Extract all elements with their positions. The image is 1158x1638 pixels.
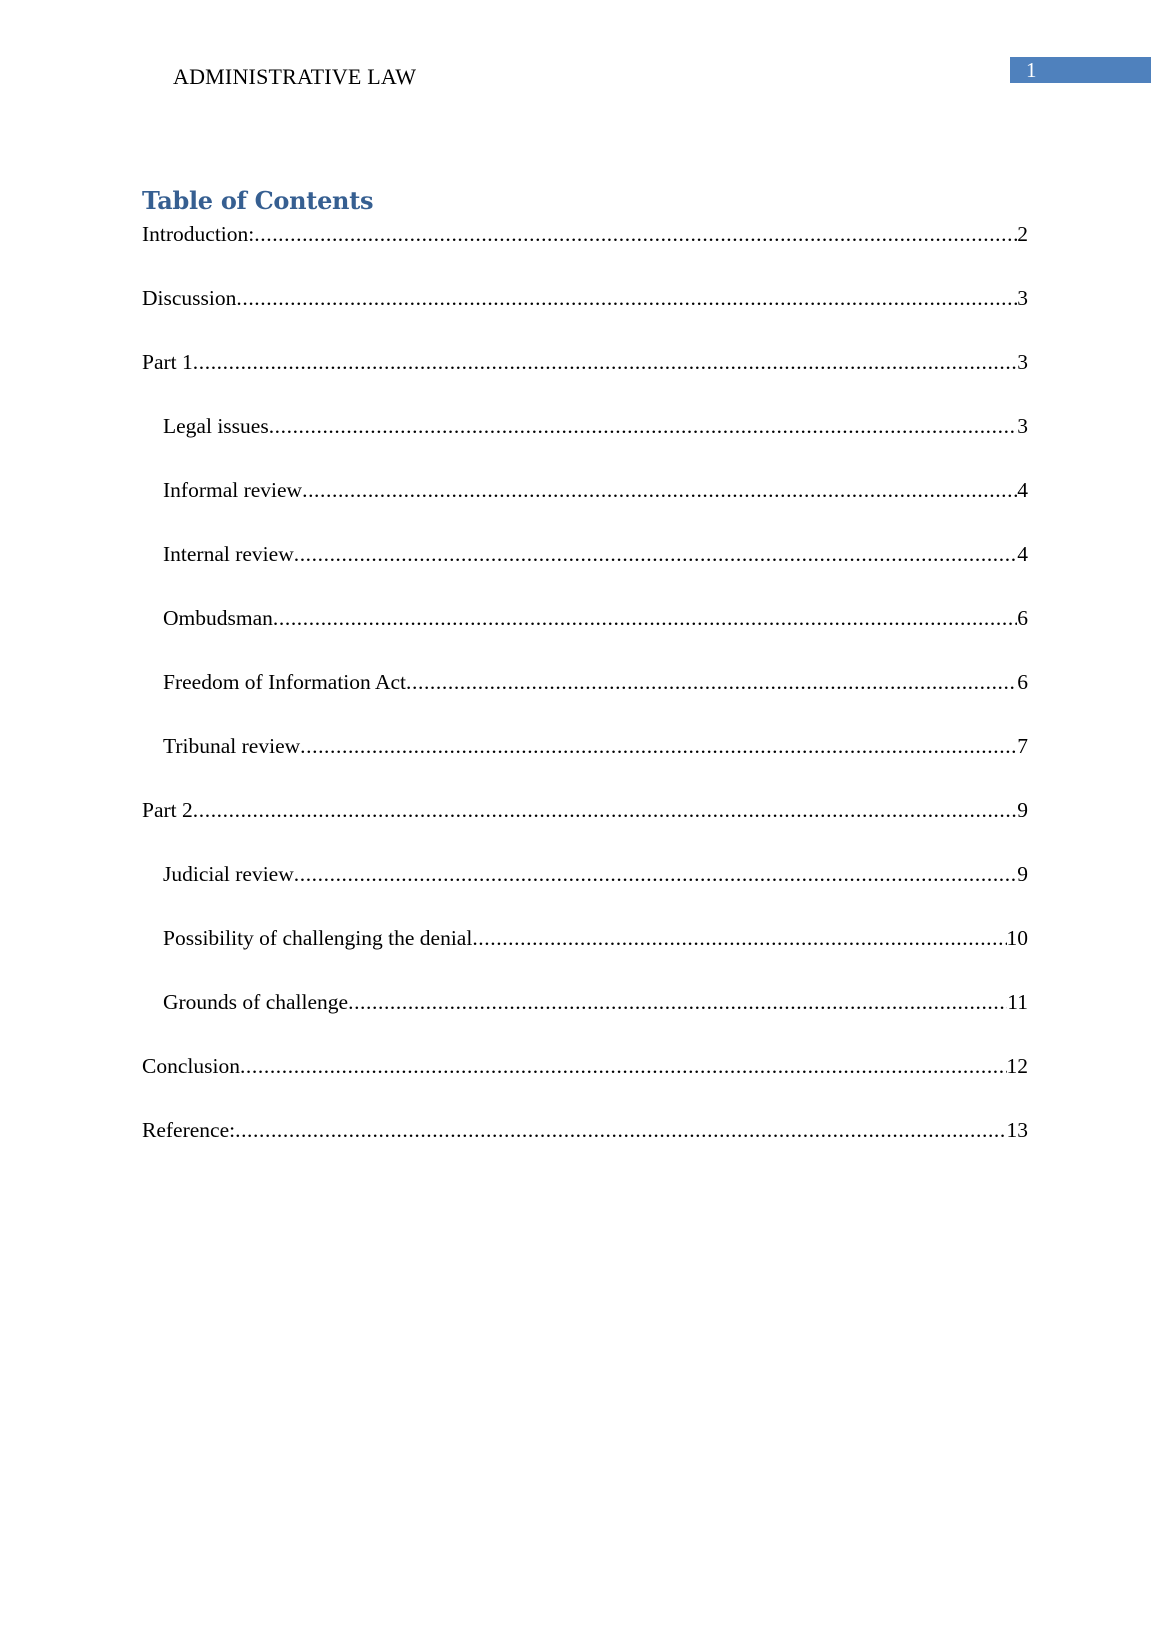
toc-entry-label: Possibility of challenging the denial xyxy=(163,926,473,950)
toc-dot-leader xyxy=(240,1054,1007,1078)
toc-entry-page: 3 xyxy=(1017,286,1028,310)
toc-entry[interactable] xyxy=(142,286,1028,350)
toc-entry-page: 6 xyxy=(1017,670,1028,694)
toc-dot-leader xyxy=(472,926,1006,950)
toc-subentry[interactable] xyxy=(142,926,1028,990)
toc-entry-label: Judicial review xyxy=(163,862,294,886)
toc-entry-label: Freedom of Information Act xyxy=(163,670,407,694)
page-number-box xyxy=(1010,57,1151,83)
toc-subentry[interactable] xyxy=(142,670,1028,734)
toc-entry-label: Ombudsman xyxy=(163,606,273,630)
toc-entry[interactable] xyxy=(142,1118,1028,1182)
toc-entry[interactable] xyxy=(142,1054,1028,1118)
toc-dot-leader xyxy=(294,862,1018,886)
toc-entry-label: Conclusion xyxy=(142,1054,240,1078)
toc-subentry[interactable] xyxy=(142,478,1028,542)
table-of-contents xyxy=(142,222,1028,1182)
toc-dot-leader xyxy=(236,286,1017,310)
toc-dot-leader xyxy=(254,222,1017,246)
toc-entry-page: 13 xyxy=(1006,1118,1028,1142)
toc-entry-label: Discussion xyxy=(142,286,237,310)
toc-entry-label: Tribunal review xyxy=(163,734,301,758)
toc-dot-leader xyxy=(193,798,1017,822)
toc-entry[interactable] xyxy=(142,350,1028,414)
toc-entry-page: 6 xyxy=(1017,606,1028,630)
toc-dot-leader xyxy=(269,414,1018,438)
toc-entry-page: 2 xyxy=(1017,222,1028,246)
toc-entry[interactable] xyxy=(142,222,1028,286)
toc-entry-label: Legal issues xyxy=(163,414,269,438)
toc-entry-page: 3 xyxy=(1017,350,1028,374)
toc-subentry[interactable] xyxy=(142,734,1028,798)
toc-subentry[interactable] xyxy=(142,606,1028,670)
toc-entry-page: 9 xyxy=(1017,862,1028,886)
toc-entry-label: Grounds of challenge xyxy=(163,990,349,1014)
toc-entry-label: Internal review xyxy=(163,542,294,566)
toc-dot-leader xyxy=(235,1118,1006,1142)
toc-entry-label: Part 1 xyxy=(142,350,193,374)
toc-entry-label: Informal review xyxy=(163,478,303,502)
toc-entry[interactable] xyxy=(142,798,1028,862)
toc-entry-page: 3 xyxy=(1017,414,1028,438)
toc-dot-leader xyxy=(302,478,1017,502)
toc-dot-leader xyxy=(348,990,1007,1014)
toc-entry-page: 4 xyxy=(1017,542,1028,566)
toc-subentry[interactable] xyxy=(142,542,1028,606)
toc-entry-page: 9 xyxy=(1017,798,1028,822)
toc-subentry[interactable] xyxy=(142,862,1028,926)
toc-entry-page: 10 xyxy=(1006,926,1028,950)
toc-entry-label: Reference: xyxy=(142,1118,236,1142)
toc-subentry[interactable] xyxy=(142,990,1028,1054)
toc-entry-page: 12 xyxy=(1006,1054,1028,1078)
toc-dot-leader xyxy=(273,606,1017,630)
toc-entry-label: Part 2 xyxy=(142,798,193,822)
toc-dot-leader xyxy=(406,670,1017,694)
toc-subentry[interactable] xyxy=(142,414,1028,478)
toc-title: Table of Contents xyxy=(142,186,374,215)
toc-dot-leader xyxy=(193,350,1017,374)
toc-entry-page: 7 xyxy=(1017,734,1028,758)
toc-dot-leader xyxy=(294,542,1018,566)
running-head: ADMINISTRATIVE LAW xyxy=(173,64,417,89)
toc-entry-page: 11 xyxy=(1007,990,1028,1014)
toc-entry-page: 4 xyxy=(1017,478,1028,502)
toc-entry-label: Introduction: xyxy=(142,222,255,246)
page-number: 1 xyxy=(1026,58,1037,82)
toc-dot-leader xyxy=(300,734,1017,758)
